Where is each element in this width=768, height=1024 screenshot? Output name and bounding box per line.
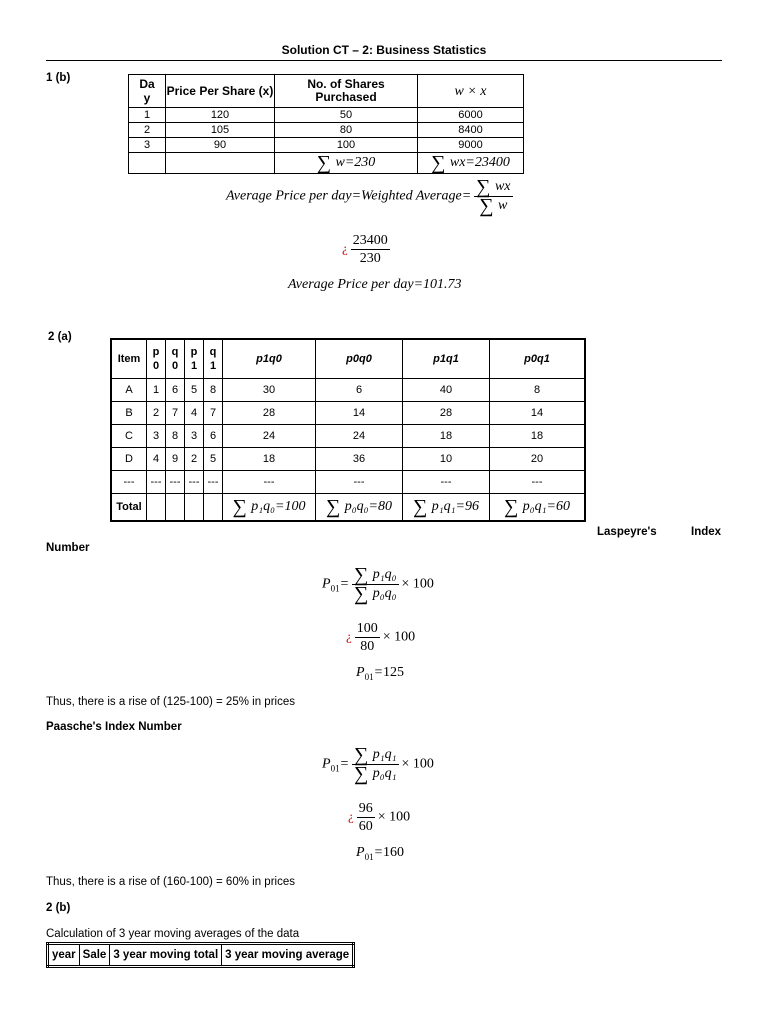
denominator: 60 [358,819,373,834]
result-value: 125 [383,665,405,680]
cell: 4 [185,402,204,425]
cell: 2 [129,123,166,138]
paasche-formula: $P_{01}=$ $\frac{\text{∑ p₁q₁}}{\text{∑ p₀q₁}}$ × 100 [322,744,434,785]
cell: 36 [316,448,403,471]
total-value: p₀q₀=80 [344,498,392,514]
total-p0q1 [490,494,586,522]
question-1b-label: 1 (b) [46,72,71,84]
cell: --- [111,471,147,494]
formula-lhs: Average Price per day=Weighted Average= [226,188,472,204]
header-q0: q 0 [166,339,185,379]
total-p1q0 [223,494,316,522]
table-row [111,402,585,425]
cell: 1 [147,379,166,402]
cell: 8400 [418,123,524,138]
cell: 6000 [418,108,524,123]
cell: 7 [166,402,185,425]
index-subscript: 01 [330,583,340,594]
cell: 9 [166,448,185,471]
cell: 2 [185,448,204,471]
times-100: × 100 [382,629,416,645]
cell: 3 [129,138,166,153]
paasche-step [348,800,410,835]
header-p0: p 0 [147,339,166,379]
header-day: Da y [129,75,166,108]
laspeyre-heading-part2: Index [691,526,722,538]
question-2b-label: 2 (b) [46,902,71,914]
header-p1: p 1 [185,339,204,379]
index-symbol: P [356,845,365,860]
table-row [129,108,524,123]
cell: 8 [490,379,586,402]
laspeyre-heading-part1: Laspeyre's [597,526,657,538]
cell: --- [166,471,185,494]
times-100: × 100 [401,576,434,592]
denominator: w [498,198,508,213]
cell: 100 [275,138,418,153]
paasche-result: $P_{01}=160$ [356,845,405,862]
cell: B [111,402,147,425]
fraction [352,566,399,603]
fraction [357,800,375,835]
cell: 14 [316,402,403,425]
table-row [129,123,524,138]
numerator: p₁q₀ [372,567,397,582]
total-value: p₁q₁=96 [431,498,479,514]
index-subscript: 01 [330,763,340,774]
header-shares-purchased: No. of Shares Purchased [275,75,418,108]
cell: 28 [223,402,316,425]
cell: 8 [166,425,185,448]
times-100: × 100 [377,809,411,825]
cell: 6 [316,379,403,402]
header-p0q0: p0q0 [316,339,403,379]
index-symbol: P [356,665,365,680]
sum-wx-value: wx=23400 [449,155,510,170]
numerator: 23400 [352,233,388,248]
header-p1q1: p1q1 [403,339,490,379]
sigma-symbol: ∑ [413,495,428,518]
cell: 3 [185,425,204,448]
sigma-symbol: ∑ [354,564,369,586]
paasche-conclusion: Thus, there is a rise of (160-100) = 60% in prices [46,876,295,888]
cell: 24 [316,425,403,448]
title-divider [46,60,722,61]
sigma-symbol: ∑ [431,152,446,174]
cell: --- [147,471,166,494]
fraction [351,232,390,267]
weighted-average-step [342,232,393,267]
index-number-table [110,338,586,522]
total-row [111,494,585,522]
cell [204,494,223,522]
index-symbol: P [322,756,331,772]
sum-row [129,153,524,174]
sigma-symbol: ∑ [354,744,369,766]
header-q1: q 1 [204,339,223,379]
table-row [129,138,524,153]
cell: 3 [147,425,166,448]
sum-w-value: w=230 [335,155,376,170]
total-label: Total [111,494,147,522]
moving-average-intro: Calculation of 3 year moving averages of the data [46,928,300,940]
cell: D [111,448,147,471]
cell: 18 [223,448,316,471]
cell: 28 [403,402,490,425]
cell: 120 [166,108,275,123]
result-value: 160 [383,845,405,860]
cell: --- [316,471,403,494]
total-p0q0 [316,494,403,522]
cell: 5 [185,379,204,402]
cell: 18 [403,425,490,448]
weighted-average-table [128,74,524,174]
total-value: p₁q₀=100 [251,498,306,514]
cell: 105 [166,123,275,138]
fraction [474,178,512,215]
sum-w-cell [275,153,418,174]
numerator: p₁q₁ [372,747,397,762]
cell: 24 [223,425,316,448]
cell [166,153,275,174]
cell: 90 [166,138,275,153]
cell: 2 [147,402,166,425]
sigma-symbol: ∑ [354,763,369,785]
cell [129,153,166,174]
numerator: wx [494,179,511,194]
index-symbol: P [322,576,331,592]
numerator: 96 [358,801,373,816]
cell: 4 [147,448,166,471]
cell: --- [490,471,586,494]
inverted-question-mark: ¿ [342,240,348,256]
table-row [111,471,585,494]
sigma-symbol: ∑ [232,495,247,518]
cell: 1 [129,108,166,123]
denominator: p₀q₁ [372,766,397,781]
paasche-heading: Paasche's Index Number [46,721,182,733]
cell: 8 [204,379,223,402]
header-moving-average: 3 year moving average [222,944,354,967]
times-100: × 100 [401,756,434,772]
header-price-per-share: Price Per Share (x) [166,75,275,108]
header-w-times-x: w × x [418,75,524,108]
sigma-symbol: ∑ [354,583,369,605]
laspeyre-step [346,620,415,655]
sigma-symbol: ∑ [504,495,519,518]
weighted-average-formula [226,178,516,215]
cell: 40 [403,379,490,402]
average-price-result: Average Price per day=101.73 [288,277,462,292]
denominator: 80 [360,639,375,654]
moving-average-table [46,942,355,968]
cell: 5 [204,448,223,471]
denominator: p₀q₀ [372,586,397,601]
cell [166,494,185,522]
header-p0q1: p0q1 [490,339,586,379]
laspeyre-formula: $P_{01}=$ $\frac{\text{∑ p₁q₀}}{\text{∑ p₀q₀}}$ × 100 [322,564,434,605]
cell: --- [403,471,490,494]
cell: 10 [403,448,490,471]
sigma-symbol: ∑ [326,495,341,518]
numerator: 100 [356,621,378,636]
cell: 14 [490,402,586,425]
laspeyre-result: $P_{01}=125$ [356,665,405,682]
table-row [111,379,585,402]
cell: 20 [490,448,586,471]
cell: C [111,425,147,448]
cell: A [111,379,147,402]
denominator: 230 [359,251,381,266]
sum-wx-cell [418,153,524,174]
laspeyre-conclusion: Thus, there is a rise of (125-100) = 25% in prices [46,696,295,708]
sigma-symbol: ∑ [479,195,494,217]
total-value: p₀q₁=60 [522,498,570,514]
cell: --- [223,471,316,494]
fraction [355,620,380,655]
index-subscript: 01 [364,671,374,682]
table-row [111,448,585,471]
sigma-symbol: ∑ [316,152,331,174]
question-2a-label: 2 (a) [48,331,72,343]
header-year: year [48,944,80,967]
index-subscript: 01 [364,851,374,862]
cell [185,494,204,522]
page-title: Solution CT – 2: Business Statistics [281,43,487,57]
sigma-symbol: ∑ [476,176,491,198]
cell: 9000 [418,138,524,153]
inverted-question-mark: ¿ [346,628,352,644]
cell: --- [204,471,223,494]
laspeyre-heading-part3: Number [46,542,90,554]
cell: 80 [275,123,418,138]
cell: 6 [204,425,223,448]
cell: 6 [166,379,185,402]
cell: 30 [223,379,316,402]
header-item: Item [111,339,147,379]
cell: 50 [275,108,418,123]
fraction [352,746,399,783]
header-p1q0: p1q0 [223,339,316,379]
inverted-question-mark: ¿ [348,808,354,824]
total-p1q1 [403,494,490,522]
cell: --- [185,471,204,494]
cell: 18 [490,425,586,448]
cell: 7 [204,402,223,425]
table-row [111,425,585,448]
header-sale: Sale [79,944,110,967]
header-moving-total: 3 year moving total [110,944,222,967]
cell [147,494,166,522]
